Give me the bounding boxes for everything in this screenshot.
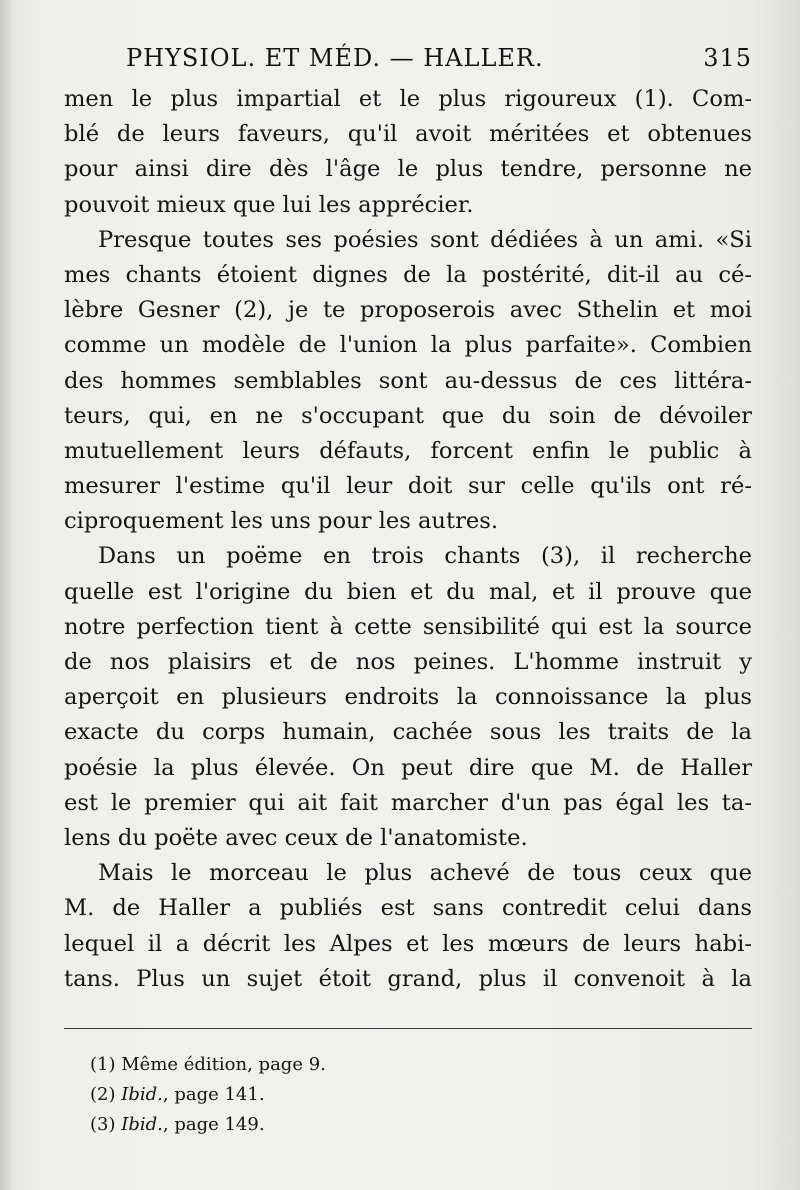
text-line: comme un modèle de l'union la plus parfaite». Combien (64, 332, 752, 359)
body-text (64, 82, 752, 997)
text-line: mesurer l'estime qu'il leur doit sur celle qu'ils ont ré- (64, 473, 752, 500)
page-number: 315 (703, 44, 752, 72)
text-line: est le premier qui ait fait marcher d'un pas égal les ta- (64, 789, 752, 816)
spine-shadow (0, 0, 14, 1190)
text-line: Presque toutes ses poésies sont dédiées à un ami. «Si (98, 226, 752, 253)
text-line: tans. Plus un sujet étoit grand, plus il convenoit à la (64, 965, 752, 992)
footnotes (90, 1050, 590, 1140)
text-line: lèbre Gesner (2), je te proposerois avec Sthelin et moi (64, 297, 752, 324)
text-line: lens du poëte avec ceux de l'anatomiste. (64, 824, 528, 851)
text-line: Dans un poëme en trois chants (3), il recherche (98, 543, 752, 570)
text-line: pouvoit mieux que lui les apprécier. (64, 191, 474, 218)
text-line: teurs, qui, en ne s'occupant que du soin de dévoiler (64, 402, 752, 429)
text-line: quelle est l'origine du bien et du mal, et il prouve que (64, 578, 752, 605)
footnote-text: Même édition, page 9. (121, 1054, 326, 1075)
footnote-text: , page 149. (162, 1114, 265, 1135)
footnote-ibid: Ibid. (121, 1084, 163, 1105)
text-line: lequel il a décrit les Alpes et les mœurs de leurs habi- (64, 930, 752, 957)
text-line: de nos plaisirs et de nos peines. L'homme instruit y (64, 649, 752, 675)
text-line: pour ainsi dire dès l'âge le plus tendre, personne ne (64, 156, 752, 183)
text-line: poésie la plus élevée. On peut dire que M. de Haller (64, 754, 752, 781)
footnote-3 (90, 1110, 590, 1140)
running-title: PHYSIOL. ET MÉD. — HALLER. (126, 44, 544, 72)
text-line: notre perfection tient à cette sensibilité qui est la source (64, 613, 752, 640)
text-line: exacte du corps humain, cachée sous les traits de la (64, 719, 752, 746)
text-line: aperçoit en plusieurs endroits la connoissance la plus (64, 684, 752, 711)
footnote-ref: (3) (90, 1114, 116, 1135)
footnote-rule (64, 1028, 752, 1029)
text-line: Mais le morceau le plus achevé de tous ceux que (98, 860, 752, 887)
footnote-ref: (1) (90, 1054, 116, 1075)
text-line: ciproquement les uns pour les autres. (64, 508, 499, 535)
footnote-text: , page 141. (162, 1084, 265, 1105)
footnote-1 (90, 1050, 590, 1080)
text-line: blé de leurs faveurs, qu'il avoit méritées et obtenues (64, 121, 752, 148)
text-line: M. de Haller a publiés est sans contredit celui dans (64, 895, 752, 922)
text-line: men le plus impartial et le plus rigoureux (1). Com- (64, 86, 752, 112)
text-line: mutuellement leurs défauts, forcent enfin le public à (64, 437, 752, 464)
text-line: des hommes semblables sont au-dessus de ces littéra- (64, 367, 752, 394)
footnote-2 (90, 1080, 590, 1110)
footnote-ref: (2) (90, 1084, 116, 1105)
running-header (126, 40, 756, 80)
footnote-ibid: Ibid. (121, 1114, 163, 1135)
text-line: mes chants étoient dignes de la postérité, dit-il au cé- (64, 261, 752, 288)
